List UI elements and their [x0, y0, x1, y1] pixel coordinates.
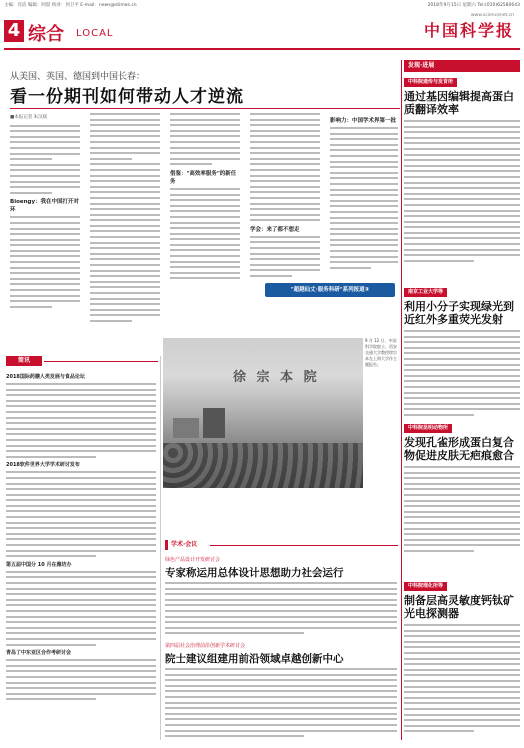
briefs-label: 简讯 [6, 356, 42, 366]
sidebar-tag-1: 中科院遗传与发育所 [404, 78, 457, 87]
text-block [10, 216, 80, 308]
academic-section-label: 学术·会议 [165, 540, 209, 550]
sidebar-body-3 [404, 466, 520, 561]
sidebar-body-1 [404, 120, 520, 270]
sidebar-tag-4: 中科院理化所等 [404, 582, 447, 591]
lead-byline: ■本报记者 朱汉斌 [10, 115, 48, 120]
brief-title-4: 青岛了中东亚区合作考研讨会 [6, 650, 72, 657]
text-block [6, 471, 156, 557]
photo-screen [173, 418, 199, 438]
photo-caption: 9 月 12 日，中国科学院院士、西安交通大学教授徐宗本在上海大学作主题报告。 [365, 338, 397, 367]
briefs-rule [44, 361, 158, 362]
text-block [10, 125, 80, 194]
sidebar-title-2: 利用小分子实现绿光到近红外多重荧光发射 [404, 300, 514, 326]
date-info: 2018年9月15日 星期六 Tel:(010)62580643 [427, 3, 520, 8]
article-2-headline: 院士建议组建用前沿领域卓越创新中心 [165, 653, 344, 665]
text-block [90, 113, 160, 322]
sidebar-tag-3: 中科院昆明动物所 [404, 424, 452, 433]
lead-subhead-1: Bioengy：我在中国打开对环 [10, 199, 80, 214]
sidebar-body-2 [404, 330, 520, 425]
lead-column-3 [170, 113, 240, 283]
article-1-tag: 绿色产品设计开发研讨会 [165, 557, 221, 563]
text-block [404, 466, 520, 552]
text-block [6, 383, 156, 458]
text-block [170, 113, 240, 165]
text-block [404, 330, 520, 416]
academic-rule [210, 545, 398, 546]
lead-column-2 [90, 113, 160, 353]
sidebar-title-1: 通过基因编辑提高蛋白质翻译效率 [404, 90, 514, 116]
lead-column-4 [250, 113, 320, 283]
section-name: 综合 [28, 24, 64, 45]
lead-headline: 看一份期刊如何带动人才逆流 [10, 87, 244, 107]
lead-subhead-2: 影响力：中国学术界第一批 [330, 118, 397, 124]
masthead-url: www.sciencenet.cn [470, 13, 514, 18]
text-block [6, 571, 156, 646]
series-promo-banner: "超越仙丈·服务科研"系列报道③ [265, 283, 395, 297]
sidebar-title-3: 发现孔雀形成蛋白复合物促进皮肤无疤痕愈合 [404, 436, 514, 462]
text-block [250, 236, 320, 277]
lecture-photo [163, 338, 363, 488]
article-2-body [165, 668, 397, 740]
top-info-strip [4, 2, 520, 10]
masthead-logo: 中国科学报 [423, 21, 514, 40]
lead-subhead-3: 借鉴："高效率服务"的新任务 [170, 170, 237, 185]
text-block [165, 668, 397, 737]
article-1-body [165, 582, 397, 637]
text-block [6, 659, 156, 700]
lead-kicker: 从美国、英国、德国到中国长春： [10, 72, 146, 82]
text-block [404, 624, 520, 732]
sidebar-title-4: 制备层高灵敏度钙钛矿光电探测器 [404, 594, 514, 620]
text-block [404, 120, 520, 262]
text-block [170, 188, 240, 283]
sidebar-heading: 发现·进展 [404, 60, 520, 72]
briefs-column [6, 370, 156, 740]
brief-title-1: 2018国际药膳人类发展与食品论坛 [6, 374, 85, 380]
section-number: 4 [4, 20, 24, 42]
text-block [250, 113, 320, 221]
lead-subhead-4: 学会：来了都不想走 [250, 226, 300, 233]
sidebar-body-4 [404, 624, 520, 740]
section-name-en: LOCAL [76, 28, 114, 39]
lead-column-5 [330, 113, 398, 283]
briefs-divider [160, 356, 161, 740]
brief-title-2: 2018软件世界大学学术研讨发布 [6, 462, 80, 469]
editor-info: 主编：肖洁 编辑：阿喆 校对：何卫平 E-mail：news@stimes.cn [4, 3, 137, 8]
lead-column-1 [10, 113, 80, 353]
photo-banner-text: 徐 宗 本 院 [233, 370, 320, 385]
article-1-headline: 专家称运用总体设计思想助力社会运行 [165, 567, 344, 579]
brief-title-3: 第五届中国分 10 月在潍坊办 [6, 561, 72, 568]
article-2-tag: 第四届社会治理前沿创新学术研讨会 [165, 643, 246, 649]
headline-rule [10, 108, 400, 109]
text-block [165, 582, 397, 634]
sidebar-tag-2: 南京工业大学等 [404, 288, 447, 297]
sidebar-rule [401, 60, 402, 740]
photo-podium [203, 408, 225, 438]
text-block [330, 127, 398, 269]
photo-audience [163, 443, 363, 488]
